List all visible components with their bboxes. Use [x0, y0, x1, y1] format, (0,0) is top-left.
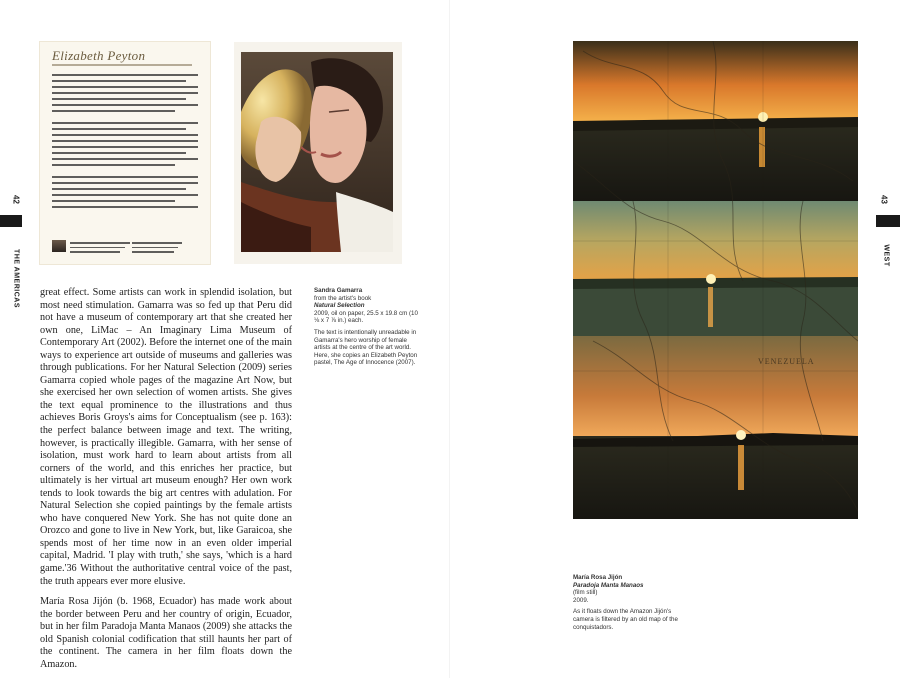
film-still-svg: [573, 41, 858, 519]
caption-details-gamarra: 2009, oil on paper, 25.5 x 19.8 cm (10 ⅛ x 7 ⅞ in.) each.: [314, 309, 418, 325]
paradoja-film-still-image: [573, 41, 858, 519]
kiss-painting-svg: [241, 52, 393, 252]
caption-artist-gamarra: Sandra Gamarra: [314, 287, 363, 294]
kiss-painting-image: [234, 42, 402, 264]
doc-small-portrait: [52, 240, 66, 252]
caption-maria-rosa-jijon: [573, 574, 683, 635]
page-number-right: 43: [879, 195, 889, 204]
caption-note-gamarra: The text is intentionally unreadable in Gamarra's hero worship of female artists at the centre of the art world. Here, she copies an Elizabeth Peyton pastel, The Age of Innocence (2007).: [314, 328, 418, 367]
main-body-text: [40, 287, 292, 679]
doc-caption-b: [132, 242, 182, 256]
caption-type-jijon: (film still): [573, 589, 598, 597]
caption-title-gamarra: Natural Selection: [314, 302, 365, 310]
illegible-text-block: [52, 74, 198, 212]
caption-source-gamarra: from the artist's book: [314, 294, 372, 302]
running-head-right: WEST: [882, 244, 890, 267]
section-tab-left: [0, 215, 22, 227]
doc-heading: Elizabeth Peyton: [52, 48, 146, 63]
running-head-left: THE AMERICAS: [12, 248, 20, 309]
page-number-left: 42: [11, 195, 21, 204]
body-paragraph-1: great effect. Some artists can work in splendid isolation, but most need stimulation. Gamarra was so fed up that Peru did not have a museum of contemporary art that she created her own one, LiMac – An Imaginary Lima Museum of Contemporary Art (2002). Before the internet one of the main ways to experience art outside of museums and galleries was through publications. For her Natural Selection (2009) series Gamarra copied whole pages of the magazine Art Now, but she exercised her own selection of women artists. She gives the text equal prominence to the illustrations and thus achieves Boris Groys's aims for Conceptualism (see p. 163): the perfect balance between image and text. The writing, however, is practically illegible. Gamarra, with her sense of isolation, must work hard to learn about artists from all corners of the world, and this enriches her practice, but ultimately is her virtual art museum enough? Her own work tends to look towards the big art centres with adulation. For Natural Selection she copied paintings by the female artists who have conquered New York. She has not quite done an Orozco and gone to live in New York, but, like Garaicoa, she spends most of her time now in an even older imperial capital, Madrid. 'I play with truth,' she says, 'which is a hard game.'36 Without the authoritative central voice of the past, the truth appears ever more elusive.: [40, 287, 292, 587]
caption-note-jijon: As it floats down the Amazon Jijón's camera is filtered by an old map of the conquistadors.: [573, 608, 678, 631]
left-page: [0, 0, 450, 678]
doc-caption-a: [70, 242, 130, 256]
doc-subline: [52, 64, 192, 66]
map-label-venezuela: VENEZUELA: [758, 357, 815, 366]
body-paragraph-2: María Rosa Jijón (b. 1968, Ecuador) has made work about the border between Peru and her country of origin, Ecuador, but in her film Paradoja Manta Manaos (2009) she attacks the old Spanish colonial codification that still haunts her part of the continent. The camera in her film floats down the Amazon.: [40, 596, 292, 670]
caption-title-jijon: Paradoja Manta Manaos: [573, 581, 644, 589]
caption-artist-jijon: María Rosa Jijón: [573, 574, 623, 581]
caption-year-jijon: 2009.: [573, 596, 589, 604]
section-tab-right: [876, 215, 900, 227]
natural-selection-page-image: [40, 42, 210, 264]
caption-sandra-gamarra: [314, 287, 424, 371]
